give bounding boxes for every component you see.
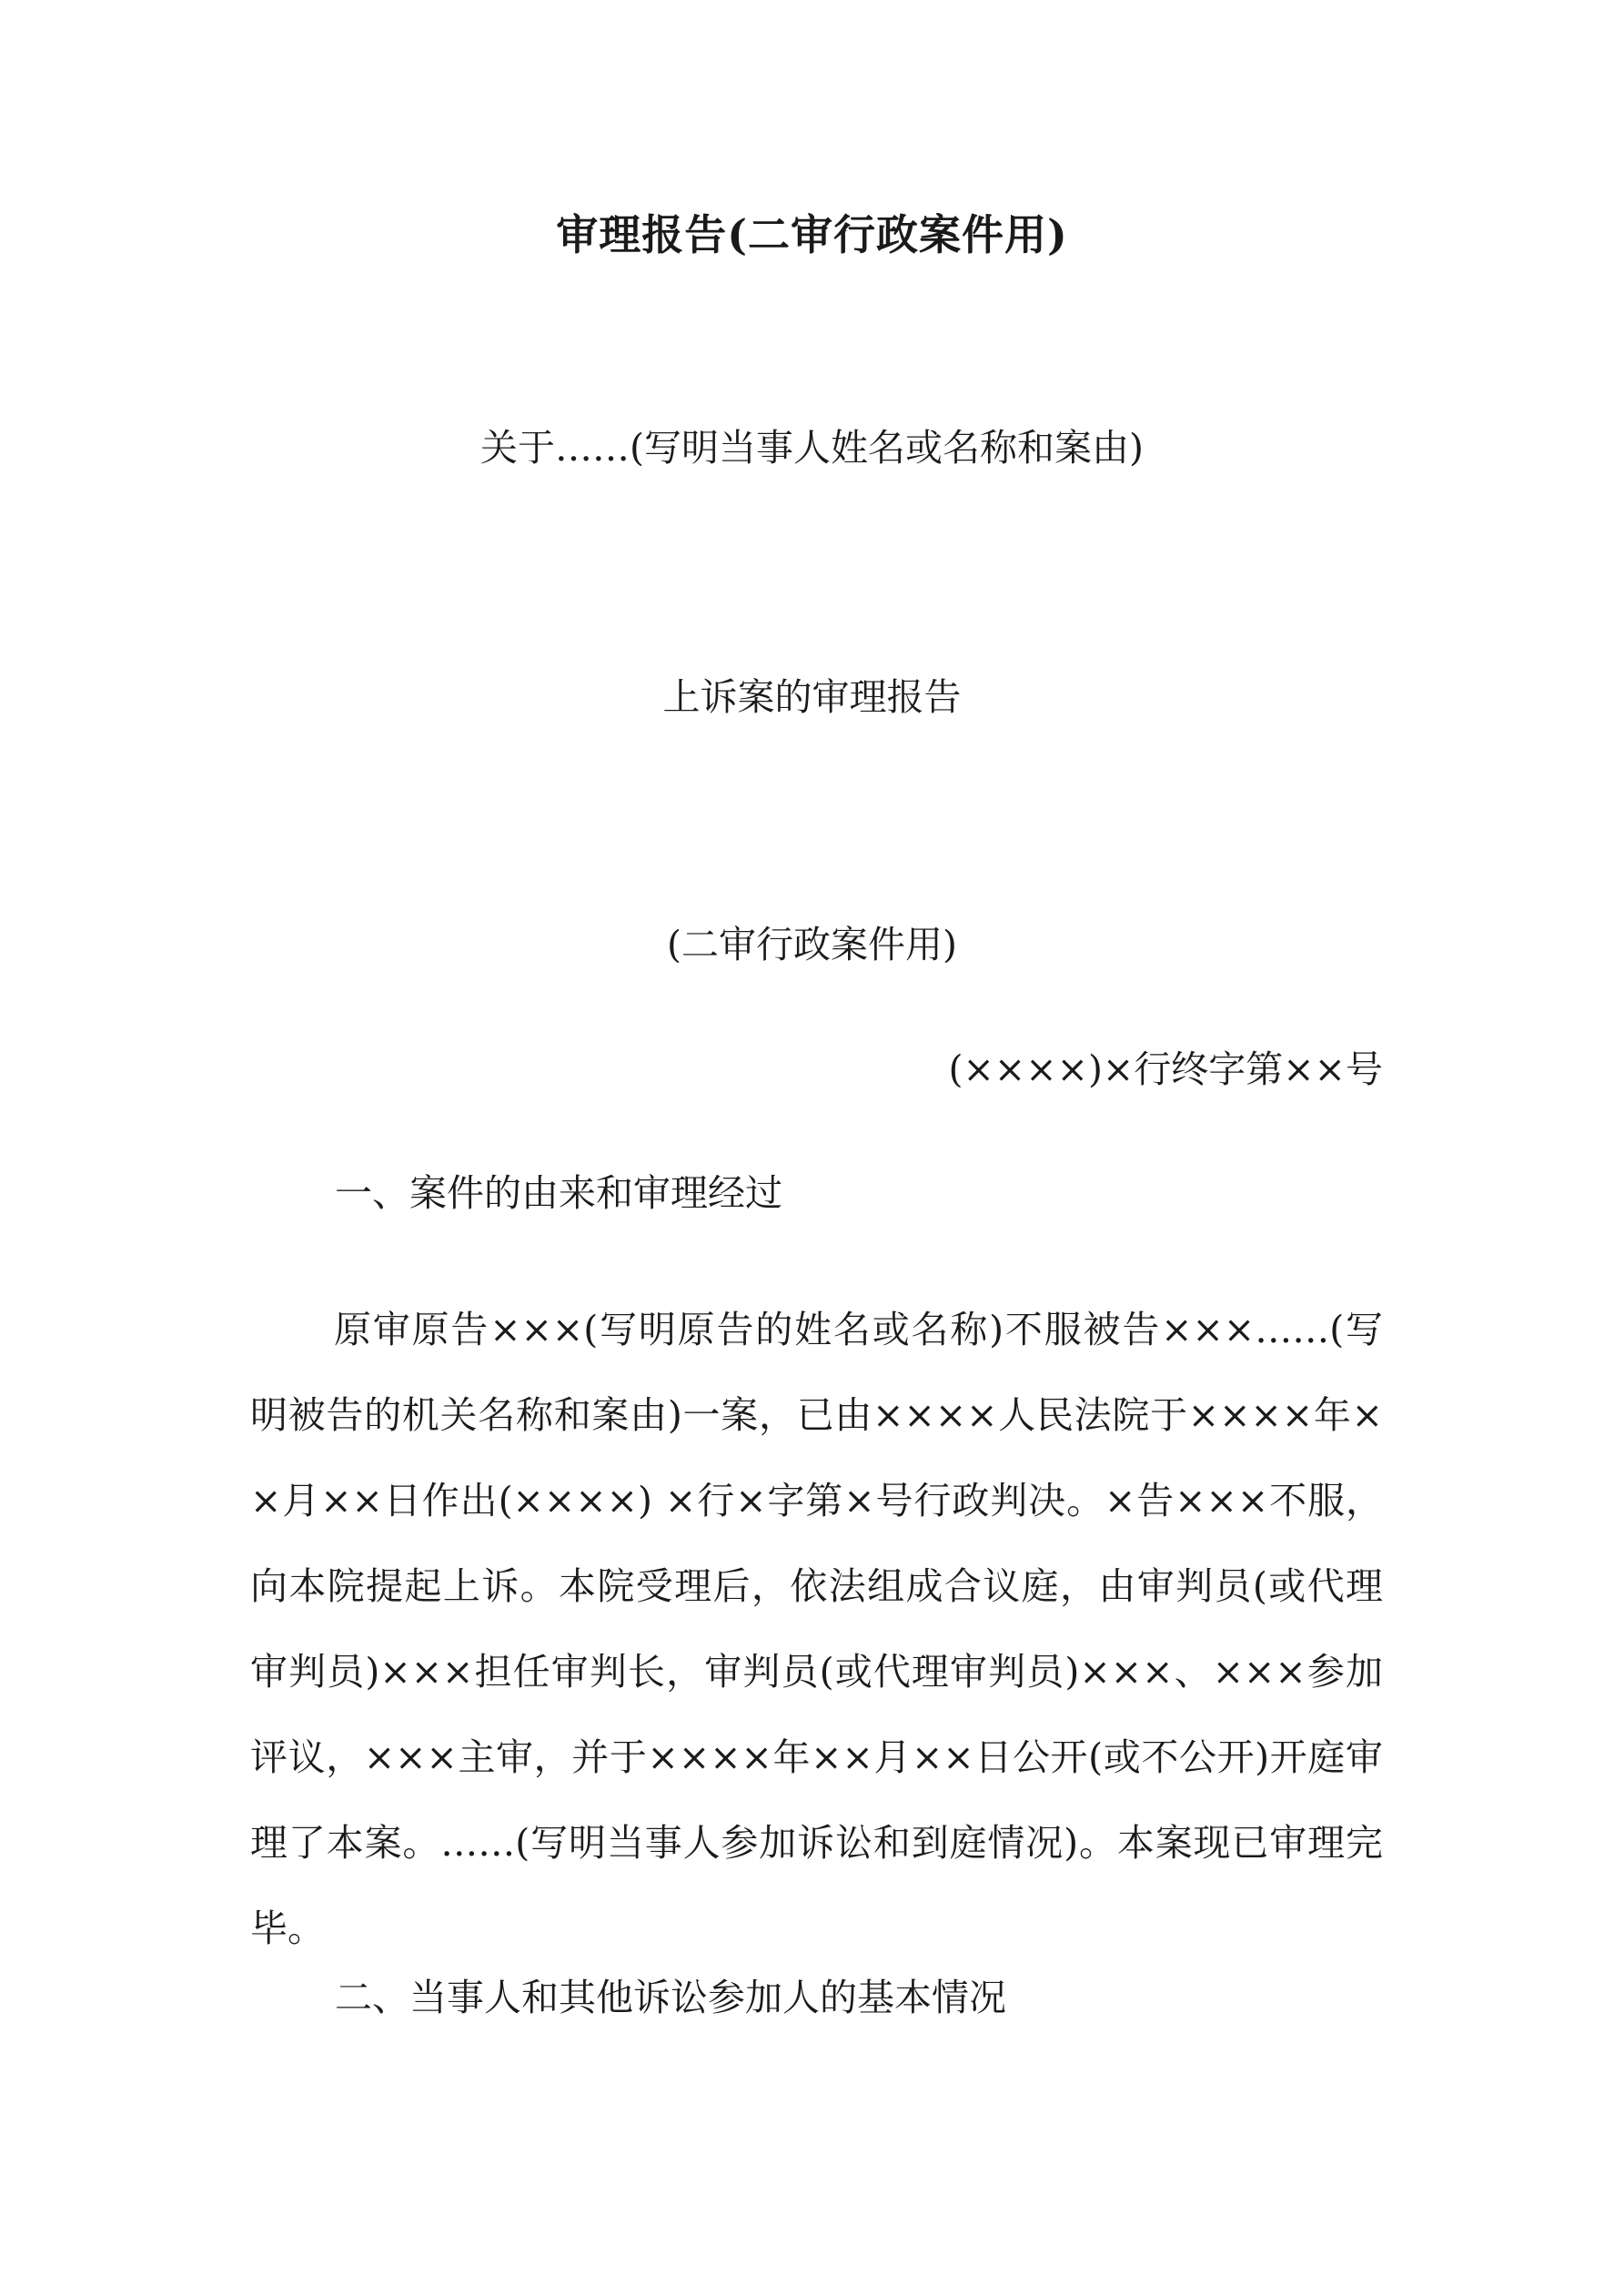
section-heading-2: 二、当事人和其他诉讼参加人的基本情况 xyxy=(335,1976,1006,2019)
section-1-paragraph: 原审原告×××(写明原告的姓名或名称)不服被告×××……(写明被告的机关名称和案由)一案，已由××××人民法院于××××年××月××日作出(××××) ×行×字第×号行政判决。×告×××不服，向本院提起上诉。本院受理后，依法组成合议庭，由审判员(或代理审判员)×××担任审判长，审判员(或代理审判员)×××、×××参加评议，×××主审，并于××××年××月××日公开(或不公开)开庭审理了本案。……(写明当事人参加诉讼和到庭情况)。本案现已审理完毕。 xyxy=(250,1308,1383,1950)
document-title: 审理报告(二审行政案件用) xyxy=(556,210,1068,259)
subtitle-line-3: (二审行政案件用) xyxy=(667,923,957,966)
case-number: (××××)×行终字第××号 xyxy=(948,1047,1383,1091)
subtitle-line-1: 关于……(写明当事人姓名或名称和案由) xyxy=(480,426,1144,470)
subtitle-line-2: 上诉案的审理报告 xyxy=(662,675,962,719)
section-heading-1: 一、案件的由来和审理经过 xyxy=(335,1171,782,1215)
